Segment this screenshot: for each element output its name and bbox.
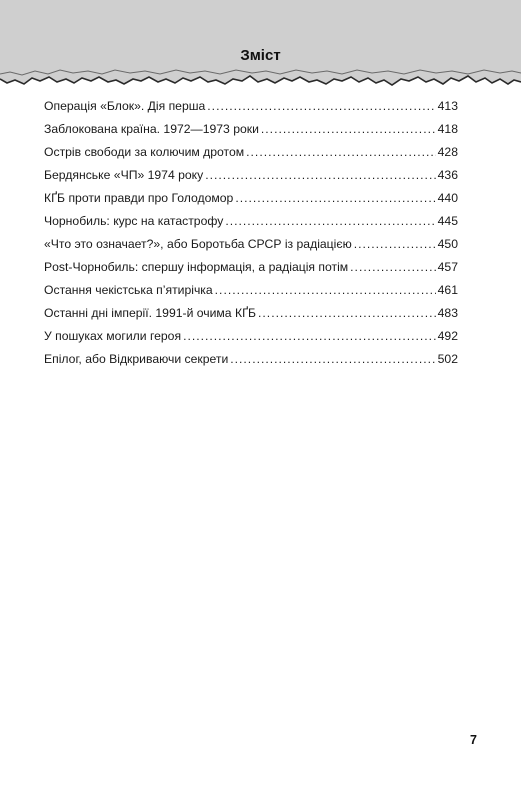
toc-entry-page: 502: [437, 352, 458, 366]
toc-entry: [44, 256, 458, 279]
toc-entry: [44, 233, 458, 256]
toc-entry-page: 461: [437, 283, 458, 297]
toc-entry-page: 413: [437, 99, 458, 113]
toc-entry-title: Остання чекістська п’ятирічка: [44, 283, 213, 297]
toc-entry-title: Post-Чорнобиль: спершу інформація, а радіація потім: [44, 260, 349, 274]
toc-entry: [44, 348, 458, 371]
toc-entry: [44, 95, 458, 118]
toc-entry-title: КҐБ проти правди про Голодомор: [44, 191, 234, 205]
toc-entry: [44, 118, 458, 141]
page-title: Зміст: [240, 47, 281, 64]
toc-entry-title: Острів свободи за колючим дротом: [44, 145, 245, 159]
toc-dot-leader: [246, 141, 436, 164]
toc-dot-leader: [261, 118, 436, 141]
toc-entry-page: 418: [437, 122, 458, 136]
toc-entry-page: 457: [437, 260, 458, 274]
toc-entry-title: Заблокована країна. 1972—1973 роки: [44, 122, 259, 136]
toc-dot-leader: [230, 348, 435, 371]
toc-dot-leader: [258, 302, 436, 325]
toc-entry-page: 483: [437, 306, 458, 320]
toc-dot-leader: [354, 233, 436, 256]
toc-entry: [44, 325, 458, 348]
toc-entry-page: 450: [437, 237, 458, 251]
toc-dot-leader: [350, 256, 435, 279]
toc-dot-leader: [215, 279, 436, 302]
toc-entry: [44, 141, 458, 164]
page-number: 7: [470, 733, 477, 747]
toc-entry: [44, 302, 458, 325]
toc-entry-title: Чорнобиль: курс на катастрофу: [44, 214, 224, 228]
toc-entry: [44, 187, 458, 210]
toc-entry-title: Бердянське «ЧП» 1974 року: [44, 168, 204, 182]
toc-entry-title: «Что это означает?», або Боротьба СРСР із радіацією: [44, 237, 352, 251]
toc-entry: [44, 210, 458, 233]
toc-entry-page: 436: [437, 168, 458, 182]
toc-dot-leader: [205, 164, 435, 187]
toc-entry-page: 440: [437, 191, 458, 205]
toc-entry-page: 492: [437, 329, 458, 343]
toc-entry-title: У пошуках могили героя: [44, 329, 182, 343]
toc-entry: [44, 164, 458, 187]
table-of-contents: [44, 95, 458, 371]
toc-dot-leader: [207, 95, 435, 118]
toc-dot-leader: [183, 325, 436, 348]
toc-entry-page: 445: [437, 214, 458, 228]
toc-entry-page: 428: [437, 145, 458, 159]
toc-dot-leader: [235, 187, 435, 210]
toc-dot-leader: [225, 210, 435, 233]
toc-entry: [44, 279, 458, 302]
toc-entry-title: Епілог, або Відкриваючи секрети: [44, 352, 229, 366]
toc-entry-title: Останні дні імперії. 1991-й очима КҐБ: [44, 306, 257, 320]
toc-entry-title: Операція «Блок». Дія перша: [44, 99, 206, 113]
